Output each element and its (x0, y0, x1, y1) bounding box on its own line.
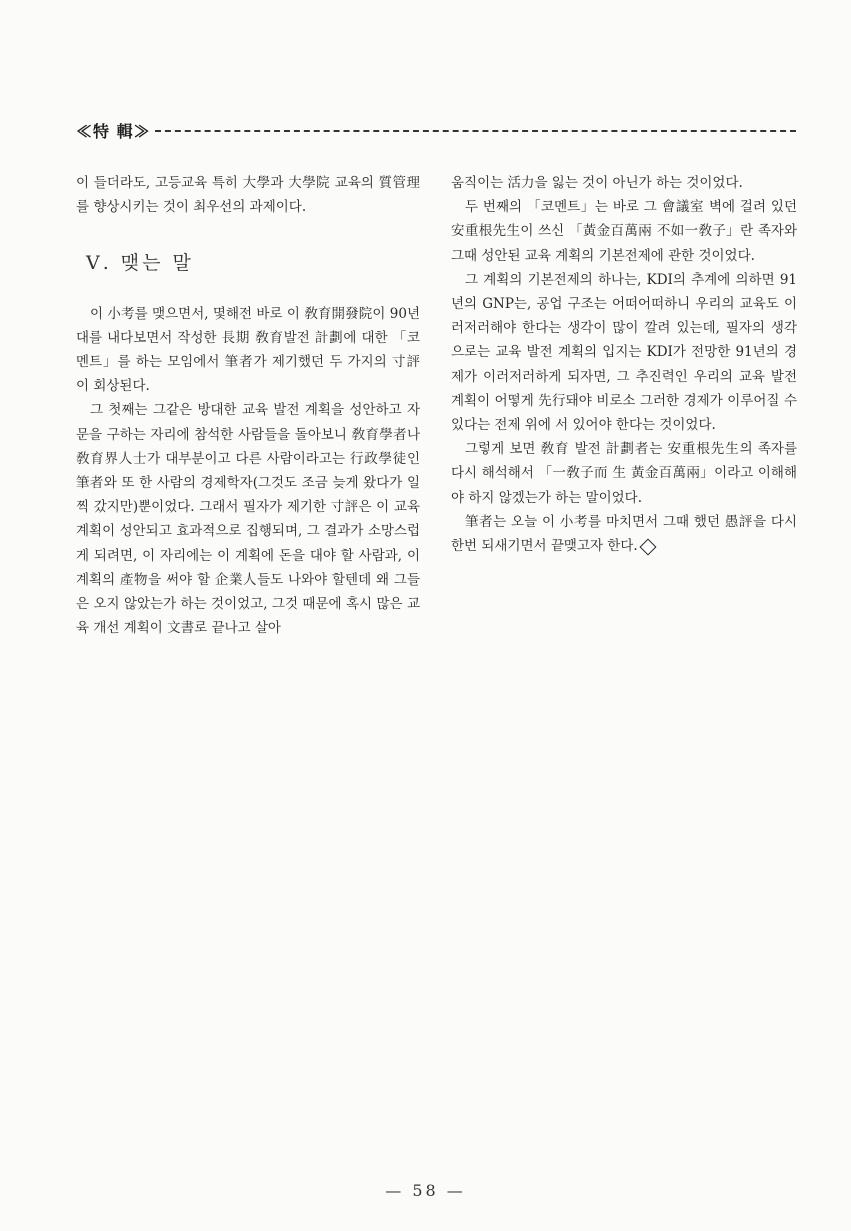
left-column (76, 171, 420, 640)
header-label: ≪特 輯≫ (76, 121, 151, 141)
paragraph-5: 그렇게 보면 敎育 발전 計劃者는 安重根先生의 족자를 다시 해석해서 「一敎子而 生 黃金百萬兩」이라고 이해해야 하지 않겠는가 하는 말이었다. (451, 441, 797, 506)
paragraph-6-text: 筆者는 오늘 이 小考를 마치면서 그때 했던 愚評을 다시 한번 되새기면서 끝맺고자 한다. (451, 513, 797, 555)
right-column (451, 171, 797, 558)
paragraph-4: 그 계획의 기본전제의 하나는, KDI의 추계에 의하면 91년의 GNP는, 공업 구조는 어떠어떠하니 우리의 교육도 이러저러해야 한다는 생각이 많이 깔려 있는데, 필자의 생각으로는 교육 발전 계획의 입지는 KDI가 전망한 91년의 경제가 이러저러하게 되자면, 그 추진력인 우리의 교육 발전 계획이 어떻게 先行돼야 비로소 그러한 경제가 이루어질 수 있다는 전제 위에 서 있어야 한다는 것이었다. (451, 271, 797, 434)
paragraph-6 (451, 510, 797, 558)
paragraph-2: 그 첫째는 그같은 방대한 교육 발전 계획을 성안하고 자문을 구하는 자리에 참석한 사람들을 돌아보니 敎育學者나 敎育界人士가 대부분이고 다른 사람이라고는 行政學徒인 筆者와 또 한 사람의 경제학자(그것도 조금 늦게 왔다가 일찍 갔지만)뿐이었다. 그래서 필자가 제기한 寸評은 이 교육 계획이 성안되고 효과적으로 집행되며, 그 결과가 소망스럽게 되려면, 이 자리에는 이 계획에 돈을 대야 할 사람과, 이 계획의 產物을 써야 할 企業人들도 나와야 할텐데 왜 그들은 오지 않았는가 하는 것이었고, 그것 때문에 혹시 많은 교육 개선 계획이 文書로 끝나고 살아 (76, 402, 420, 637)
paragraph-3: 두 번째의 「코멘트」는 바로 그 會議室 벽에 걸려 있던 安重根先生이 쓰신 「黃金百萬兩 不如一敎子」란 족자와 그때 성안된 교육 계획의 기본전제에 관한 것이었다. (451, 199, 797, 264)
page-number: — 58 — (385, 1181, 466, 1200)
section-title: Ⅴ. 맺는 말 (86, 252, 194, 275)
header-dashed-rule (155, 130, 796, 132)
intro-paragraph: 이 들더라도, 고등교육 특히 大學과 大學院 교육의 質管理를 향상시키는 것이 최우선의 과제이다. (76, 175, 420, 216)
continued-paragraph: 움직이는 活力을 잃는 것이 아닌가 하는 것이었다. (451, 175, 743, 191)
paragraph-1: 이 小考를 맺으면서, 몇해전 바로 이 敎育開發院이 90년대를 내다보면서 작성한 長期 敎育발전 計劃에 대한 「코멘트」를 하는 모임에서 筆者가 제기했던 두 가지의 寸評이 회상된다. (76, 305, 420, 395)
diamond-end-mark-icon (639, 538, 656, 555)
section-header (76, 118, 796, 142)
